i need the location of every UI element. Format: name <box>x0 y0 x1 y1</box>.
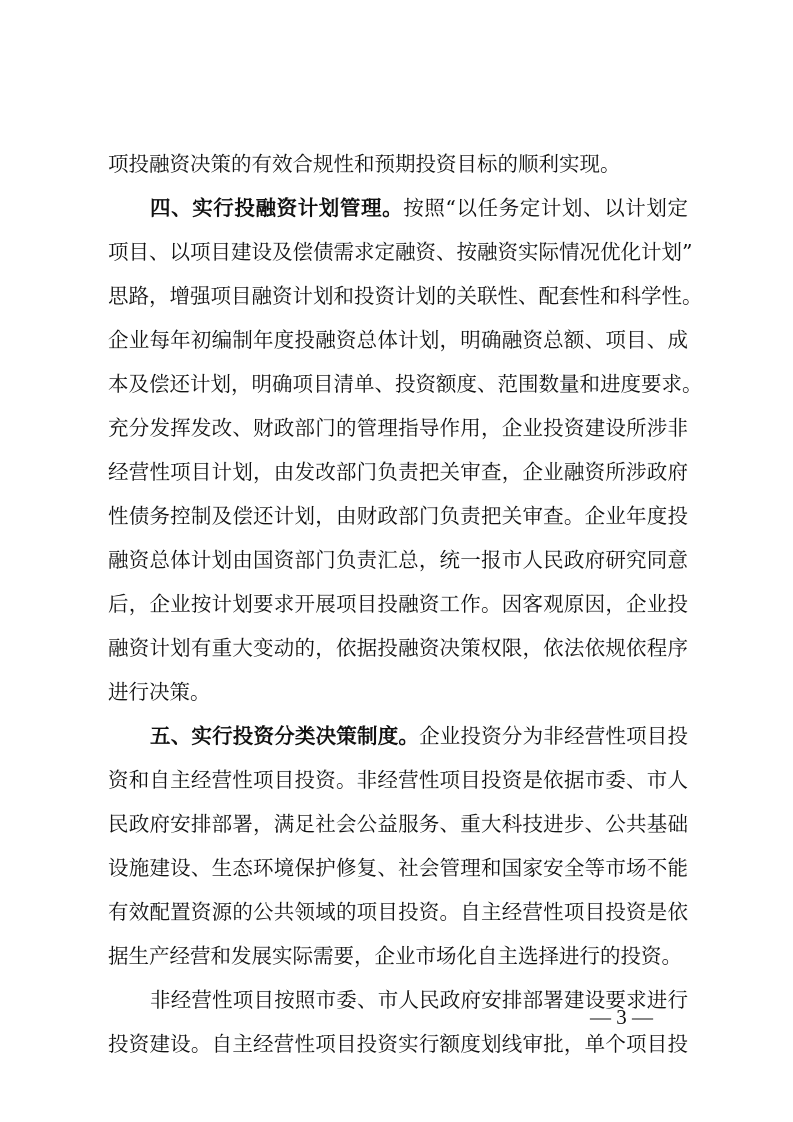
body-text-line: 投资建设。自主经营性项目投资实行额度划线审批，单个项目投 <box>108 1032 688 1056</box>
body-text-line: 经营性项目计划，由发改部门负责把关审查，企业融资所涉政府 <box>108 460 688 484</box>
body-text-line: 有效配置资源的公共领域的项目投资。自主经营性项目投资是依 <box>108 900 688 924</box>
body-text-line: 融资总体计划由国资部门负责汇总，统一报市人民政府研究同意 <box>108 548 688 572</box>
body-text-line: 据生产经营和发展实际需要，企业市场化自主选择进行的投资。 <box>108 944 682 968</box>
body-text-line: 非经营性项目按照市委、市人民政府安排部署建设要求进行 <box>150 988 688 1012</box>
body-text-line: 企业每年初编制年度投融资总体计划，明确融资总额、项目、成 <box>108 328 688 352</box>
body-text-line: 本及偿还计划，明确项目清单、投资额度、范围数量和进度要求。 <box>108 372 703 396</box>
body-text-segment: 企业投资分为非经营性项目投 <box>419 724 689 748</box>
body-text-line: 后，企业按计划要求开展项目投融资工作。因客观原因，企业投 <box>108 592 688 616</box>
section-five-paragraph-line <box>150 718 688 754</box>
section-five-heading: 五、实行投资分类决策制度。 <box>150 724 420 748</box>
body-text-line: 融资计划有重大变动的，依据投融资决策权限，依法依规依程序 <box>108 636 688 660</box>
body-text-line: 项投融资决策的有效合规性和预期投资目标的顺利实现。 <box>108 152 621 176</box>
body-text-line: 民政府安排部署，满足社会公益服务、重大科技进步、公共基础 <box>108 812 688 836</box>
body-text-line: 思路，增强项目融资计划和投资计划的关联性、配套性和科学性。 <box>108 284 703 308</box>
body-text-line: 性债务控制及偿还计划，由财政部门负责把关审查。企业年度投 <box>108 504 688 528</box>
section-four-paragraph-line <box>150 190 688 226</box>
page-number: — 3 — <box>590 1005 653 1029</box>
body-text-line: 资和自主经营性项目投资。非经营性项目投资是依据市委、市人 <box>108 768 688 792</box>
section-four-heading: 四、实行投融资计划管理。 <box>150 196 404 220</box>
body-text-line: 进行决策。 <box>108 680 211 704</box>
body-text-line: 设施建设、生态环境保护修复、社会管理和国家安全等市场不能 <box>108 856 688 880</box>
body-text-segment: 按照“以任务定计划、以计划定 <box>403 196 689 220</box>
body-text-line: 项目、以项目建设及偿债需求定融资、按融资实际情况优化计划” <box>108 240 693 264</box>
body-text-line: 充分发挥发改、财政部门的管理指导作用，企业投资建设所涉非 <box>108 416 688 440</box>
